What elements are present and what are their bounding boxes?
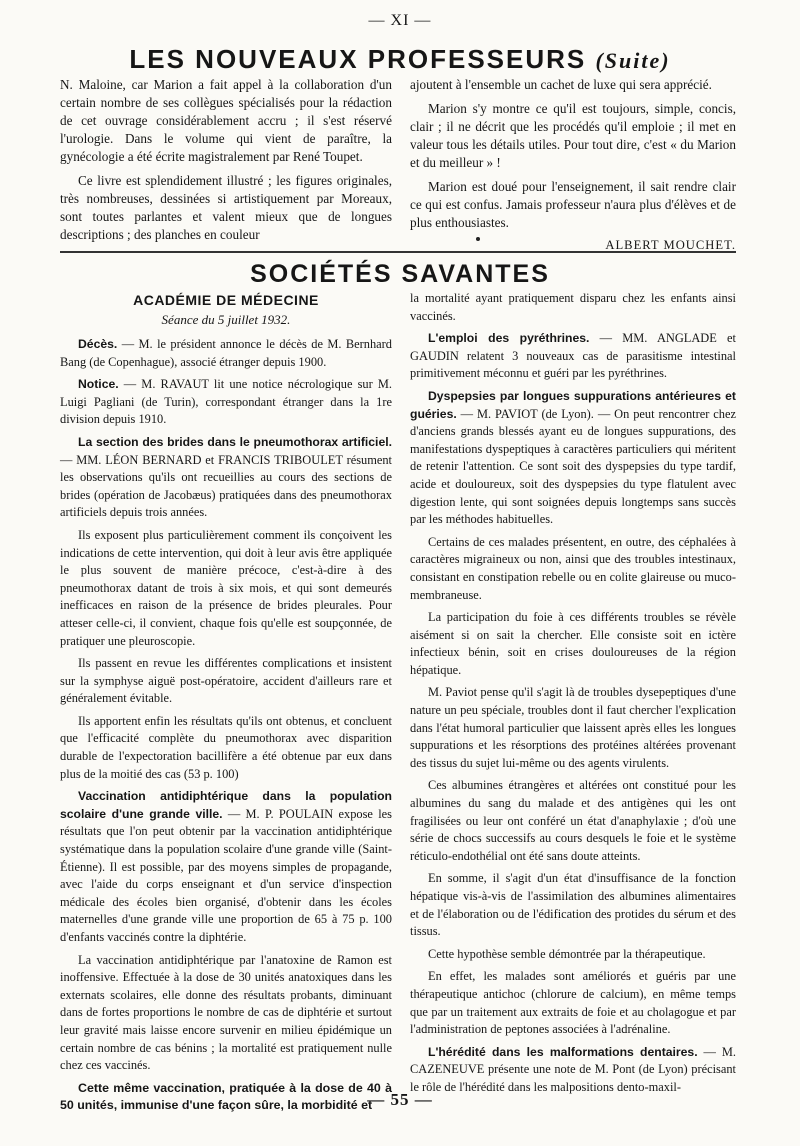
paragraph: Ils passent en revue les différentes complications et insistent sur la symphyse aiguë post-opératoire, accident d'ailleurs rare et généralement évitable. — [60, 656, 392, 706]
paragraph: ajoutent à l'ensemble un cachet de luxe qui sera apprécié. — [410, 77, 712, 92]
title-main: LES NOUVEAUX PROFESSEURS — [129, 44, 587, 74]
entry-label: Dyspepsies par longues suppurations antérieures et guéries. — [410, 388, 736, 421]
paragraph: Ils apportent enfin les résultats qu'ils ont obtenus, et concluent que l'efficacité complète du pneumothorax avec disparition durable de l'expectoration bacillifère a été obtenue par eux dans plus de la moitié des cas (53 p. 100) — [60, 713, 392, 781]
bottom-right-column — [410, 290, 736, 1102]
page-title — [0, 44, 800, 75]
paragraph: N. Maloine, car Marion a fait appel à la collaboration d'un certain nombre de ses collègues spécialisés pour la rédaction de cet ouvrage considérablement accru ; il s'est réservé l'urologie. Dans le volume qui vient de paraître, la gynécologie a été écrite magistralement par René Toupet. — [60, 77, 392, 164]
page-number: — 55 — — [367, 1090, 433, 1109]
title-suite: (Suite) — [595, 48, 671, 73]
paragraph: Ce livre est splendidement illustré ; les figures originales, très nombreuses, dessinées si artistiquement par Moreaux, sont toutes parlantes et valent mieux que de longues descriptions ; des planches en couleur — [60, 173, 392, 242]
entry-text: — M. RAVAUT lit une notice nécrologique sur M. Luigi Pagliani (de Turin), correspondant étranger dans la 1re division depuis 1910. — [60, 377, 392, 427]
entry-text: — MM. ANGLADE et GAUDIN relatent 3 nouveaux cas de parasitisme intestinal primitivement méconnu et guéri par les pyréthrines. — [410, 331, 736, 381]
top-left-column — [60, 76, 392, 250]
top-right-column — [410, 76, 736, 253]
paragraph: Marion est doué pour l'enseignement, il sait rendre clair ce qui est confus. Jamais professeur n'aura plus d'élèves et de plus enthousiastes. — [410, 179, 736, 230]
entry-text: — M. P. POULAIN expose les résultats que l'on peut obtenir par la vaccination antidiphtérique systématique dans la population scolaire d'une grande ville (Saint-Étienne). Il est possible, par des moyens simples de propagande, avec l'aide du corps enseignant et d'un service d'inspection médicale des écoles bien organisé, d'obtenir dans les écoles maternelles d'une grande ville une proportion de 65 à 75 p. 100 d'enfants vaccinés contre la diphtérie. — [60, 806, 392, 944]
entry-label: Décès. — [78, 337, 118, 351]
author-signature: ALBERT MOUCHET. — [605, 238, 736, 252]
entry-text: — M. CAZENEUVE présente une note de M. Pont (de Lyon) précisant le rôle de l'hérédité dans les malpositions dento-maxil- — [410, 1044, 736, 1094]
entry-label: L'hérédité dans les malformations dentaires. — [428, 1044, 698, 1059]
section-divider — [60, 251, 736, 253]
entry-deces — [60, 336, 392, 371]
paragraph: la mortalité ayant pratiquement disparu chez les enfants ainsi vaccinés. — [410, 291, 736, 323]
academy-heading: ACADÉMIE DE MÉDECINE — [133, 292, 319, 308]
paragraph: Cette hypothèse semble démontrée par la thérapeutique. — [428, 946, 706, 961]
entry-text: — MM. LÉON BERNARD et FRANCIS TRIBOULET résument les observations qu'ils ont recueillies au cours des sections de brides (opération de Jacobæus) pratiquées dans des pneumothorax artificiels depuis trois années. — [60, 452, 392, 520]
page-roman-numeral: — XI — — [368, 12, 432, 29]
entry-label: La section des brides dans le pneumothorax artificiel. — [78, 434, 392, 449]
section-heading: SOCIÉTÉS SAVANTES — [250, 260, 550, 288]
paragraph: Marion s'y montre ce qu'il est toujours, simple, concis, clair ; il ne décrit que les procédés qu'il emploie ; il met en valeur tous les détails utiles. Pour tout dire, c'est « du Marion et du meilleur » ! — [410, 101, 736, 170]
paragraph: Cette même vaccination, pratiquée à la dose de 40 à 50 unités, immunise d'une façon sûre, la morbidité et — [60, 1080, 392, 1113]
entry-dyspepsies — [410, 388, 736, 529]
paragraph: Ils exposent plus particulièrement comment ils conçoivent les indications de cette intervention, qui doit à leur avis être appliquée le plus souvent de manière précoce, c'est-à-dire à des pneumothorax datant de trois à six mois, et qui sont demeurés inefficaces en raison de la présence de brides pleurales. Pour atteser celle-ci, il convient, chaque fois qu'elle est soupçonnée, de pratiquer une pleuroscopie. — [60, 527, 392, 648]
bottom-left-column — [60, 292, 392, 1120]
paragraph: La vaccination antidiphtérique par l'anatoxine de Ramon est inoffensive. Effectuée à la dose de 30 unités anatoxiques dans les externats scolaires, elle donne des résultats probants, diminuant dans de fortes proportions le nombre de cas de diphtérie et surtout leur gravité mais laisse encore survenir en milieu épidémique un certain nombre de cas bénins ; la mortalité est pratiquement nulle chez ces vaccinés. — [60, 952, 392, 1073]
entry-label: Vaccination antidiphtérique dans la population scolaire d'une grande ville. — [60, 789, 392, 821]
entry-brides — [60, 434, 392, 522]
session-date: Séance du 5 juillet 1932. — [161, 312, 291, 327]
entry-pyrethrines — [410, 330, 736, 383]
paragraph: En somme, il s'agit d'un état d'insuffisance de la fonction hépatique vis-à-vis de l'assimilation des albumines alimentaires et de l'élaboration ou de l'édification des protides du sérum et des tissus. — [410, 871, 736, 939]
paragraph: En effet, les malades sont améliorés et guéris par une thérapeutique antichoc (chlorure de calcium), en même temps que par un traitement aux extraits de foie et au cholagogue et par l'administration de peptones associées à l'adrénaline. — [410, 969, 736, 1037]
entry-text: — M. PAVIOT (de Lyon). — On peut rencontrer chez d'anciens grands blessés ayant eu de longues suppurations, des manifestations dyspeptiques à caractères particuliers qui méritent de retenir l'attention. Ce sont soit des dyspepsies du type tardif, acide et douloureux, soit des dyspepsies du type flatulent avec digestion lente, qui sont soignées depuis longtemps sans succès par les méthodes habituelles. — [410, 406, 736, 527]
entry-vaccination — [60, 788, 392, 946]
paragraph: Certains de ces malades présentent, en outre, des céphalées à caractères migraineux ou non, ainsi que des troubles intestinaux, consistant en constipation rebelle ou en colite glaireuse ou muco-membraneuse. — [410, 534, 736, 602]
paragraph: M. Paviot pense qu'il s'agit là de troubles dysepeptiques d'une nature un peu spéciale, troubles dont il faut chercher l'explication dans l'état humoral particulier que laissent après elles les longues suppurations et les résorptions des protéines altérées provenant des tissus du sujet lui-même ou des agents virulents. — [410, 685, 736, 770]
paragraph: Ces albumines étrangères et altérées ont constitué pour les albumines du sang du malade et des antigènes qui les ont fragilisées ou leur ont conféré un état d'anaphylaxie ; d'où une série de chocs successifs au cours desquels le foie et le système réticulo-endothélial ont été sans doute atteints. — [410, 778, 736, 863]
decorative-dot — [476, 237, 480, 241]
entry-text: — M. le président annonce le décès de M. Bernhard Bang (de Copenhague), associé étranger depuis 1900. — [60, 337, 392, 369]
entry-heredite — [410, 1044, 736, 1097]
entry-label: Notice. — [78, 377, 119, 392]
entry-label: L'emploi des pyréthrines. — [428, 331, 590, 346]
entry-notice — [60, 376, 392, 429]
paragraph: La participation du foie à ces différents troubles se révèle aisément si on sait la chercher. Elle consiste soit en ictère infectieux bénin, soit en crises douloureuses de la région hépatique. — [410, 610, 736, 677]
